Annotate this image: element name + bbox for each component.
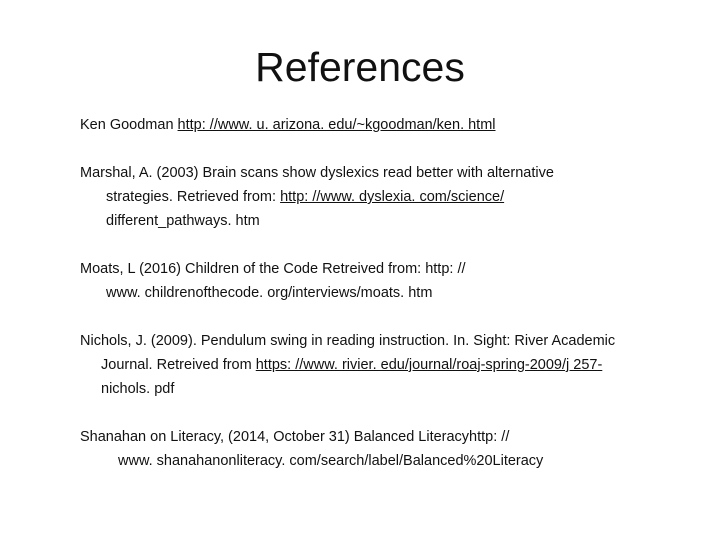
reference-link[interactable]: https: //www. rivier. edu/journal/roaj-spring-2009/j 257-	[255, 357, 603, 373]
spacer	[80, 305, 670, 329]
reference-line	[80, 425, 670, 449]
reference-text: Marshal, A. (2003) Brain scans show dyslexics read better with alternative	[80, 165, 554, 181]
reference-list	[80, 113, 670, 473]
reference-line	[80, 185, 670, 209]
reference-text: Journal. Retreived from	[101, 357, 256, 373]
reference-line	[80, 209, 670, 233]
reference-line	[80, 281, 670, 305]
reference-text: www. shanahanonliteracy. com/search/label/Balanced%20Literacy	[118, 453, 544, 469]
reference-link[interactable]: http: //www. u. arizona. edu/~kgoodman/ken. html	[177, 117, 496, 133]
page-title: References	[255, 44, 465, 90]
reference-item	[80, 161, 670, 233]
reference-text: Shanahan on Literacy, (2014, October 31) Balanced Literacyhttp: //	[80, 429, 510, 445]
reference-line	[80, 377, 670, 401]
reference-line	[80, 113, 670, 137]
reference-item	[80, 329, 670, 401]
reference-item	[80, 425, 670, 473]
reference-text: Ken Goodman	[80, 117, 178, 133]
reference-text: nichols. pdf	[101, 381, 175, 397]
reference-item	[80, 257, 670, 305]
reference-text: Nichols, J. (2009). Pendulum swing in reading instruction. In. Sight: River Academic	[80, 333, 616, 349]
reference-line	[80, 257, 670, 281]
reference-item	[80, 113, 670, 137]
spacer	[80, 233, 670, 257]
reference-text: www. childrenofthecode. org/interviews/moats. htm	[106, 285, 433, 301]
reference-line	[80, 329, 670, 353]
reference-text: strategies. Retrieved from:	[106, 189, 281, 205]
spacer	[80, 137, 670, 161]
reference-text: different_pathways. htm	[106, 213, 260, 229]
reference-text: Moats, L (2016) Children of the Code Retreived from: http: //	[80, 261, 466, 277]
reference-link[interactable]: http: //www. dyslexia. com/science/	[280, 189, 505, 205]
reference-line	[80, 161, 670, 185]
reference-line	[80, 353, 670, 377]
spacer	[80, 401, 670, 425]
reference-line	[80, 449, 670, 473]
